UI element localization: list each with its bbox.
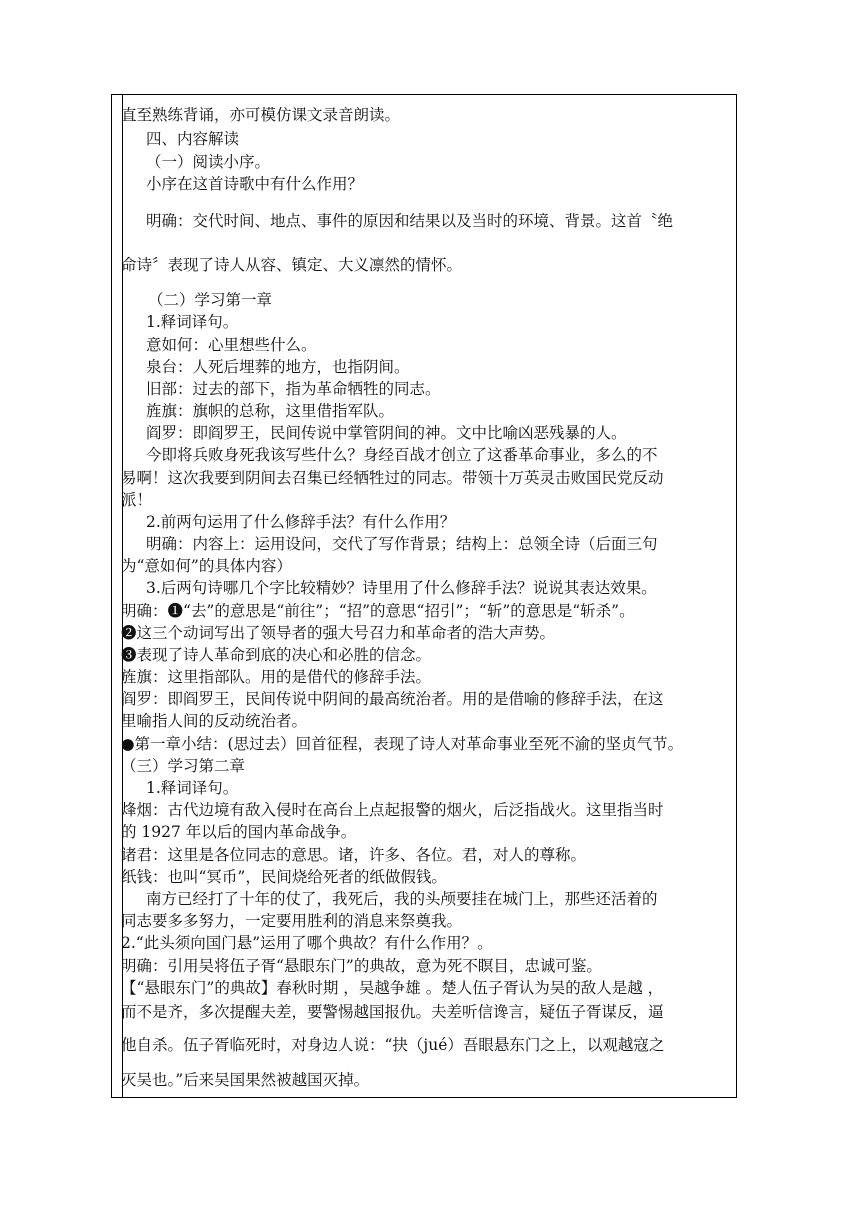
text-line: 旌旗：旗帜的总称，这里借指军队。 — [146, 402, 395, 420]
text-line: 1.释词译句。 — [146, 313, 239, 331]
allusion-line: 灭吴也。”后来吴国果然被越国灭掉。 — [121, 1071, 370, 1089]
answer-line: ❸表现了诗人革命到底的决心和必胜的信念。 — [121, 646, 432, 664]
text-line: 今即将兵败身死我该写些什么？身经百战才创立了这番革命事业，多么的不 — [146, 446, 658, 464]
question-line: 3.后两句诗哪几个字比较精妙？诗里用了什么修辞手法？说说其表达效果。 — [146, 579, 657, 597]
answer-line: 明确：交代时间、地点、事件的原因和结果以及当时的环境、背景。这首〝绝 — [146, 212, 674, 230]
answer-line: 命诗〞表现了诗人从容、镇定、大义凛然的情怀。 — [121, 256, 463, 274]
answer-line: 明确：❶“去”的意思是“前往”；“招”的意思“招引”；“斩”的意思是“斩杀”。 — [121, 602, 635, 620]
allusion-line: 而不是齐，多次提醒夫差，要警惕越国报仇。夫差听信谗言，疑伍子胥谋反，逼 — [121, 1003, 664, 1021]
subsection-heading: （三）学习第二章 — [121, 757, 246, 775]
text-line: 同志要多多努力，一定要用胜利的消息来祭奠我。 — [121, 912, 463, 930]
text-line: 诸君：这里是各位同志的意思。诸，许多、各位。君，对人的尊称。 — [121, 846, 587, 864]
answer-line: ❷这三个动词写出了领导者的强大号召力和革命者的浩大声势。 — [121, 624, 556, 642]
text-line: 阎罗：即阎罗王，民间传说中掌管阴间的神。文中比喻凶恶残暴的人。 — [146, 424, 627, 442]
answer-line: 明确：内容上：运用设问，交代了写作背景；结构上：总领全诗（后面三句 — [146, 535, 658, 553]
subsection-heading: （二）学习第一章 — [148, 291, 273, 309]
answer-line: 明确：引用吴将伍子胥“悬眼东门”的典故，意为死不瞑目，忠诚可鉴。 — [121, 957, 602, 975]
summary-line: ●第一章小结：(思过去）回首征程，表现了诗人对革命事业至死不渝的坚贞气节。 — [121, 735, 684, 753]
text-line: 旌旗：这里指部队。用的是借代的修辞手法。 — [121, 668, 432, 686]
question-line: 小序在这首诗歌中有什么作用？ — [146, 175, 364, 193]
question-line: 2.“此头须向国门悬”运用了哪个典故？有什么作用？。 — [121, 934, 493, 952]
text-line: 里喻指人间的反动统治者。 — [121, 712, 308, 730]
subsection-heading: （一）阅读小序。 — [146, 153, 271, 171]
allusion-line: 【“悬眼东门”的典故】春秋时期 ，吴越争雄 。楚人伍子胥认为吴的敌人是越 ， — [121, 979, 664, 997]
question-line: 2.前两句运用了什么修辞手法？有什么作用？ — [146, 513, 456, 531]
answer-line: 为“意如何”的具体内容） — [121, 557, 292, 575]
allusion-line: 他自杀。伍子胥临死时，对身边人说：“抉（jué）吾眼悬东门之上，以观越寇之 — [121, 1036, 665, 1054]
text-line: 直至熟练背诵，亦可模仿课文录音朗读。 — [121, 106, 401, 124]
text-line: 纸钱：也叫“冥币”，民间烧给死者的纸做假钱。 — [121, 868, 447, 886]
text-line: 1.释词译句。 — [146, 779, 239, 797]
text-line: 泉台：人死后埋葬的地方，也指阴间。 — [146, 358, 410, 376]
text-line: 旧部：过去的部下，指为革命牺牲的同志。 — [146, 380, 441, 398]
section-heading: 四、内容解读 — [146, 130, 240, 148]
text-line: 意如何：心里想些什么。 — [146, 336, 317, 354]
text-line: 阎罗：即阎罗王，民间传说中阴间的最高统治者。用的是借喻的修辞手法，在这 — [121, 690, 664, 708]
text-line: 南方已经打了十年的仗了，我死后，我的头颅要挂在城门上，那些还活着的 — [146, 890, 658, 908]
text-line: 易啊！这次我要到阴间去召集已经牺牲过的同志。带领十万英灵击败国民党反动 — [121, 469, 664, 487]
text-line: 的 1927 年以后的国内革命战争。 — [121, 823, 357, 841]
text-line: 烽烟：古代边境有敌入侵时在高台上点起报警的烟火，后泛指战火。这里指当时 — [121, 801, 664, 819]
text-line: 派！ — [121, 491, 153, 509]
